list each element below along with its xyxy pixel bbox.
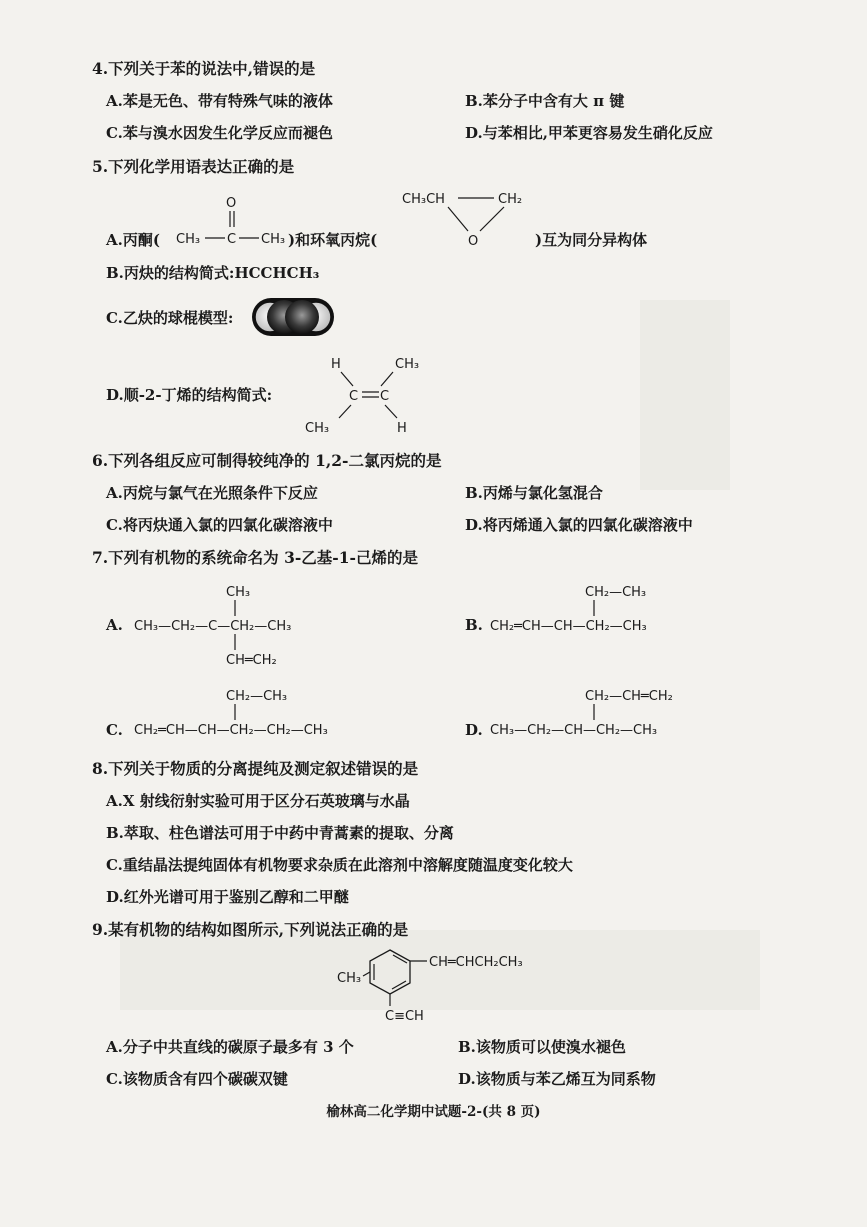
q8-option-a: A.X 射线衍射实验可用于区分石英玻璃与水晶 (106, 792, 410, 810)
q7-option-b-label: B. (465, 616, 483, 634)
question-8-stem: 8.下列关于物质的分离提纯及测定叙述错误的是 (92, 759, 419, 778)
q5-option-c: C.乙炔的球棍模型: (106, 309, 234, 327)
q7b-main: CH₂═CH—CH—CH₂—CH₃ (490, 619, 647, 634)
q9-option-c: C.该物质含有四个碳碳双键 (106, 1070, 288, 1088)
question-7-stem: 7.下列有机物的系统命名为 3-乙基-1-己烯的是 (92, 548, 418, 567)
epoxy-ch3ch: CH₃CH (402, 192, 445, 207)
q7-option-a-label: A. (106, 616, 123, 634)
acetone-left-ch3: CH₃ (176, 232, 201, 247)
cis-2-butene-structure (303, 352, 433, 437)
acetylene-model-image (250, 296, 336, 338)
q4-option-a: A.苯是无色、带有特殊气味的液体 (106, 92, 333, 110)
q8-option-d: D.红外光谱可用于鉴别乙醇和二甲醚 (106, 888, 349, 906)
q7-option-c-label: C. (106, 721, 123, 739)
q7-option-d-label: D. (465, 721, 483, 739)
q7a-bottom: CH═CH₂ (226, 653, 277, 668)
q6-option-c: C.将丙炔通入氯的四氯化碳溶液中 (106, 516, 333, 534)
q6-option-b: B.丙烯与氯化氢混合 (465, 484, 603, 502)
page-footer: 榆林高二化学期中试题-2-(共 8 页) (326, 1104, 541, 1120)
q7-c-structure (134, 684, 394, 744)
q6-option-a: A.丙烷与氯气在光照条件下反应 (106, 484, 318, 502)
q9-option-a: A.分子中共直线的碳原子最多有 3 个 (106, 1038, 354, 1056)
q7-a-structure (134, 580, 344, 672)
q7b-top: CH₂—CH₃ (585, 585, 647, 600)
q4-option-d: D.与苯相比,甲苯更容易发生硝化反应 (465, 124, 713, 142)
butene-ch3-bottom: CH₃ (305, 421, 330, 436)
butene-h1: H (331, 357, 341, 372)
q7a-top: CH₃ (226, 585, 251, 600)
q7-b-structure (490, 580, 720, 640)
q8-option-c: C.重结晶法提纯固体有机物要求杂质在此溶剂中溶解度随温度变化较大 (106, 856, 573, 874)
q7d-top: CH₂—CH═CH₂ (585, 689, 673, 704)
epoxy-ch2: CH₂ (498, 192, 523, 207)
q7-d-structure (490, 684, 720, 744)
q9-option-b: B.该物质可以使溴水褪色 (458, 1038, 626, 1056)
q7c-main: CH₂═CH—CH—CH₂—CH₂—CH₃ (134, 723, 328, 738)
q9-side-chain: CH═CHCH₂CH₃ (429, 955, 523, 970)
epoxypropane-structure (402, 185, 542, 255)
bleed-through-figure (640, 300, 730, 490)
q7a-main: CH₃—CH₂—C—CH₂—CH₃ (134, 619, 292, 634)
q5-option-d: D.顺-2-丁烯的结构简式: (106, 386, 273, 404)
butene-ch3-top: CH₃ (395, 357, 420, 372)
q4-option-b: B.苯分子中含有大 π 键 (465, 92, 625, 110)
q7c-top: CH₂—CH₃ (226, 689, 288, 704)
butene-h2: H (397, 421, 407, 436)
question-9-stem: 9.某有机物的结构如图所示,下列说法正确的是 (92, 920, 409, 939)
butene-c1: C (349, 389, 359, 404)
q7d-main: CH₃—CH₂—CH—CH₂—CH₃ (490, 723, 658, 738)
q8-option-b: B.萃取、柱色谱法可用于中药中青蒿素的提取、分离 (106, 824, 454, 842)
q5-option-a-suffix: )互为同分异构体 (535, 231, 648, 249)
question-4-stem: 4.下列关于苯的说法中,错误的是 (92, 59, 316, 78)
acetone-right-ch3: CH₃ (261, 232, 286, 247)
q5-option-a-prefix: A.丙酮( (106, 231, 160, 249)
question-6-stem: 6.下列各组反应可制得较纯净的 1,2-二氯丙烷的是 (92, 451, 442, 470)
q5-option-b: B.丙炔的结构简式:HCCHCH₃ (106, 264, 320, 282)
q5-option-a-middle: )和环氧丙烷( (288, 231, 378, 249)
question-5-stem: 5.下列化学用语表达正确的是 (92, 157, 295, 176)
q4-option-c: C.苯与溴水因发生化学反应而褪色 (106, 124, 333, 142)
acetone-carbon: C (227, 232, 237, 247)
q9-methyl: CH₃ (337, 971, 362, 986)
epoxy-o: O (468, 234, 479, 249)
q9-option-d: D.该物质与苯乙烯互为同系物 (458, 1070, 656, 1088)
acetone-o: O (226, 196, 237, 211)
q6-option-d: D.将丙烯通入氯的四氯化碳溶液中 (465, 516, 693, 534)
q9-alkyne: C≡CH (385, 1009, 424, 1024)
butene-c2: C (380, 389, 390, 404)
q9-molecule-structure (335, 944, 575, 1026)
acetone-structure (172, 193, 297, 253)
